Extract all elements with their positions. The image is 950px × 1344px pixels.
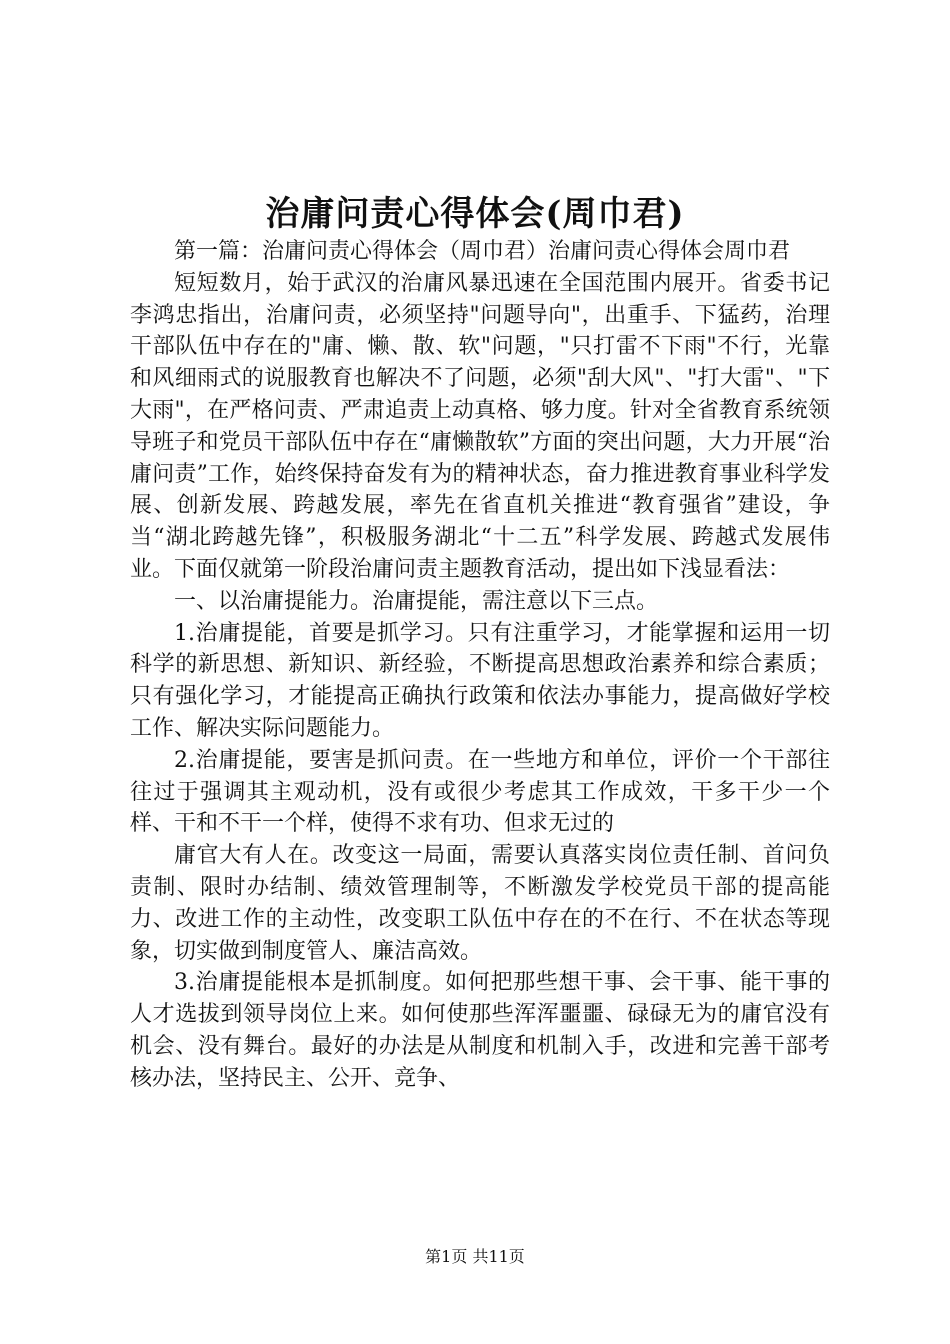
document-body [130, 236, 830, 1095]
subheading: 第一篇：治庸问责心得体会（周巾君）治庸问责心得体会周巾君 [174, 239, 791, 264]
paragraph-point-1: 1.治庸提能，首要是抓学习。只有注重学习，才能掌握和运用一切科学的新思想、新知识、新经验，不断提高思想政治素养和综合素质；只有强化学习，才能提高正确执行政策和依法办事能力，提高做好学校工作、解决实际问题能力。 [130, 620, 830, 741]
paragraph-point-2: 2.治庸提能，要害是抓问责。在一些地方和单位，评价一个干部往往过于强调其主观动机，没有或很少考虑其工作成效，干多干少一个样、干和不干一个样，使得不求有功、但求无过的 [130, 747, 830, 837]
paragraph-section-1: 一、以治庸提能力。治庸提能，需注意以下三点。 [174, 588, 659, 614]
page-footer: 第1页 共11页 [425, 1247, 525, 1266]
paragraph-point-2-continued: 庸官大有人在。改变这一局面，需要认真落实岗位责任制、首问负责制、限时办结制、绩效管理制等，不断激发学校党员干部的提高能力、改进工作的主动性，改变职工队伍中存在的不在行、不在状态等现象，切实做到制度管人、廉洁高效。 [130, 843, 830, 964]
document-title: 治庸问责心得体会(周巾君) [265, 194, 685, 234]
paragraph-point-3: 3.治庸提能根本是抓制度。如何把那些想干事、会干事、能干事的人才选拔到领导岗位上来。如何使那些浑浑噩噩、碌碌无为的庸官没有机会、没有舞台。最好的办法是从制度和机制入手，改进和完善干部考核办法，坚持民主、公开、竞争、 [130, 970, 830, 1091]
paragraph-intro: 短短数月，始于武汉的治庸风暴迅速在全国范围内展开。省委书记李鸿忠指出，治庸问责，必须坚持"问题导向"，出重手、下猛药，治理干部队伍中存在的"庸、懒、散、软"问题，"只打雷不下雨"不行，光靠和风细雨式的说服教育也解决不了问题，必须"刮大风"、"打大雷"、"下大雨"，在严格问责、严肃追责上动真格、够力度。针对全省教育系统领导班子和党员干部队伍中存在“庸懒散软”方面的突出问题，大力开展“治庸问责”工作，始终保持奋发有为的精神状态，奋力推进教育事业科学发展、创新发展、跨越发展，率先在省直机关推进“教育强省”建设，争当“湖北跨越先锋”，积极服务湖北“十二五”科学发展、跨越式发展伟业。下面仅就第一阶段治庸问责主题教育活动，提出如下浅显看法： [130, 270, 830, 582]
